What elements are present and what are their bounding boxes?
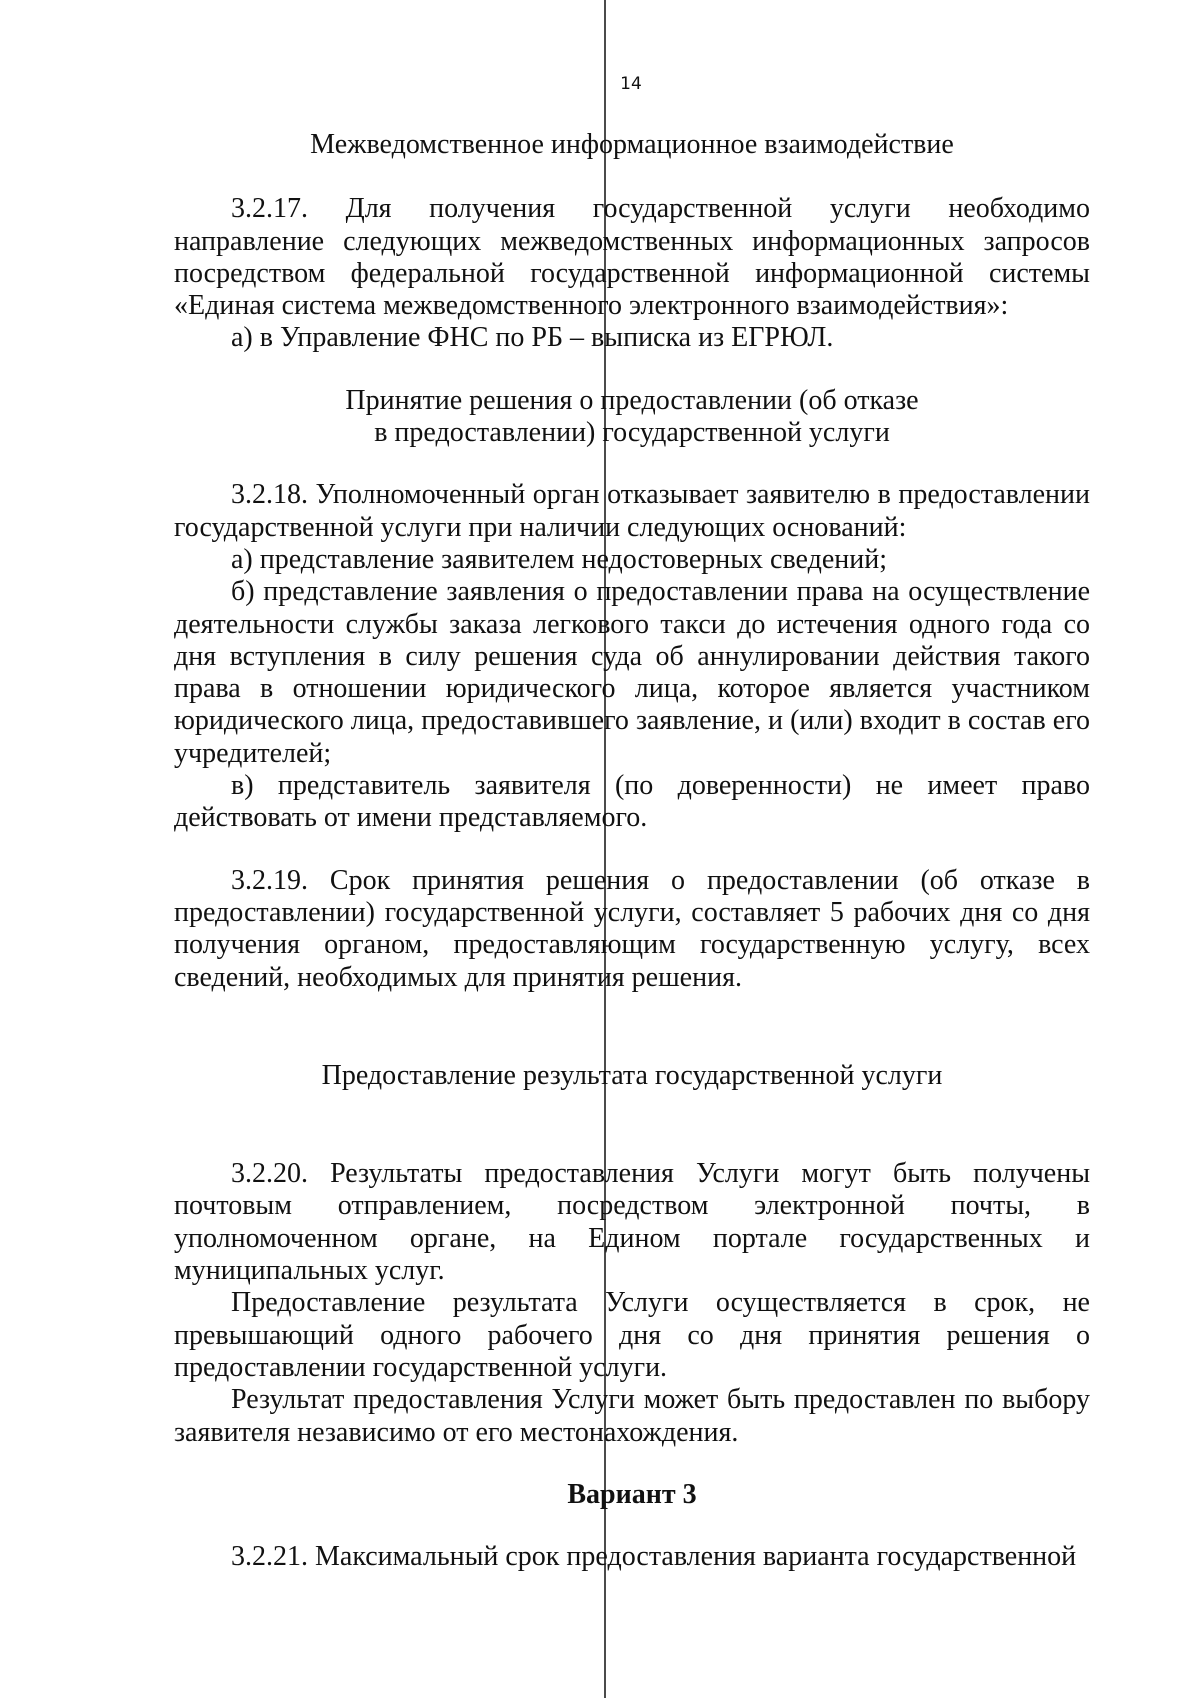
list-item-b-taxi: б) представление заявления о предоставлении права на осуществление деятельности службы заказа легкового такси до истечения одного года со дня вступления в силу решения суда об аннулировании действия такого права в отношении юридического лица, которое является участником юридического лица, предоставившего заявление, и (или) входит в состав его учредителей; — [174, 576, 1090, 769]
variant-3-heading: Вариант 3 — [567, 1478, 697, 1510]
paragraph-3-2-17: 3.2.17. Для получения государственной услуги необходимо направление следующих межведомственных информационных запросов посредством федеральной государственной информационной системы «Единая система межведомственного электронного взаимодействия»: — [174, 193, 1090, 322]
section-heading-interagency: Межведомственное информационное взаимодействие — [310, 129, 954, 160]
list-item-a-fns: а) в Управление ФНС по РБ – выписка из ЕГРЮЛ. — [231, 322, 834, 354]
paragraph-result-location: Результат предоставления Услуги может быть предоставлен по выбору заявителя независимо от его местонахождения. — [174, 1384, 1090, 1448]
list-item-c-representative: в) представитель заявителя (по доверенности) не имеет право действовать от имени представляемого. — [174, 770, 1090, 834]
page-number: 14 — [620, 74, 642, 94]
section-heading-decision-line2: в предоставлении) государственной услуги — [374, 417, 890, 449]
section-heading-result: Предоставление результата государственной услуги — [321, 1059, 943, 1091]
paragraph-3-2-18: 3.2.18. Уполномоченный орган отказывает заявителю в предоставлении государственной услуги при наличии следующих оснований: — [174, 479, 1090, 543]
paragraph-3-2-21: 3.2.21. Максимальный срок предоставления варианта государственной — [231, 1541, 1077, 1573]
paragraph-result-term: Предоставление результата Услуги осуществляется в срок, не превышающий одного рабочего дня со дня принятия решения о предоставлении государственной услуги. — [174, 1287, 1090, 1383]
list-item-a-unreliable: а) представление заявителем недостоверных сведений; — [231, 543, 887, 575]
document-body — [174, 129, 1090, 1573]
section-heading-decision-line1: Принятие решения о предоставлении (об отказе — [345, 384, 919, 416]
paragraph-3-2-20: 3.2.20. Результаты предоставления Услуги могут быть получены почтовым отправлением, посредством электронной почты, в уполномоченном органе, на Едином портале государственных и муниципальных услуг. — [174, 1158, 1090, 1287]
paragraph-3-2-19: 3.2.19. Срок принятия решения о предоставлении (об отказе в предоставлении) государственной услуги, составляет 5 рабочих дня со дня получения органом, предоставляющим государственную услугу, всех сведений, необходимых для принятия решения. — [174, 864, 1090, 993]
